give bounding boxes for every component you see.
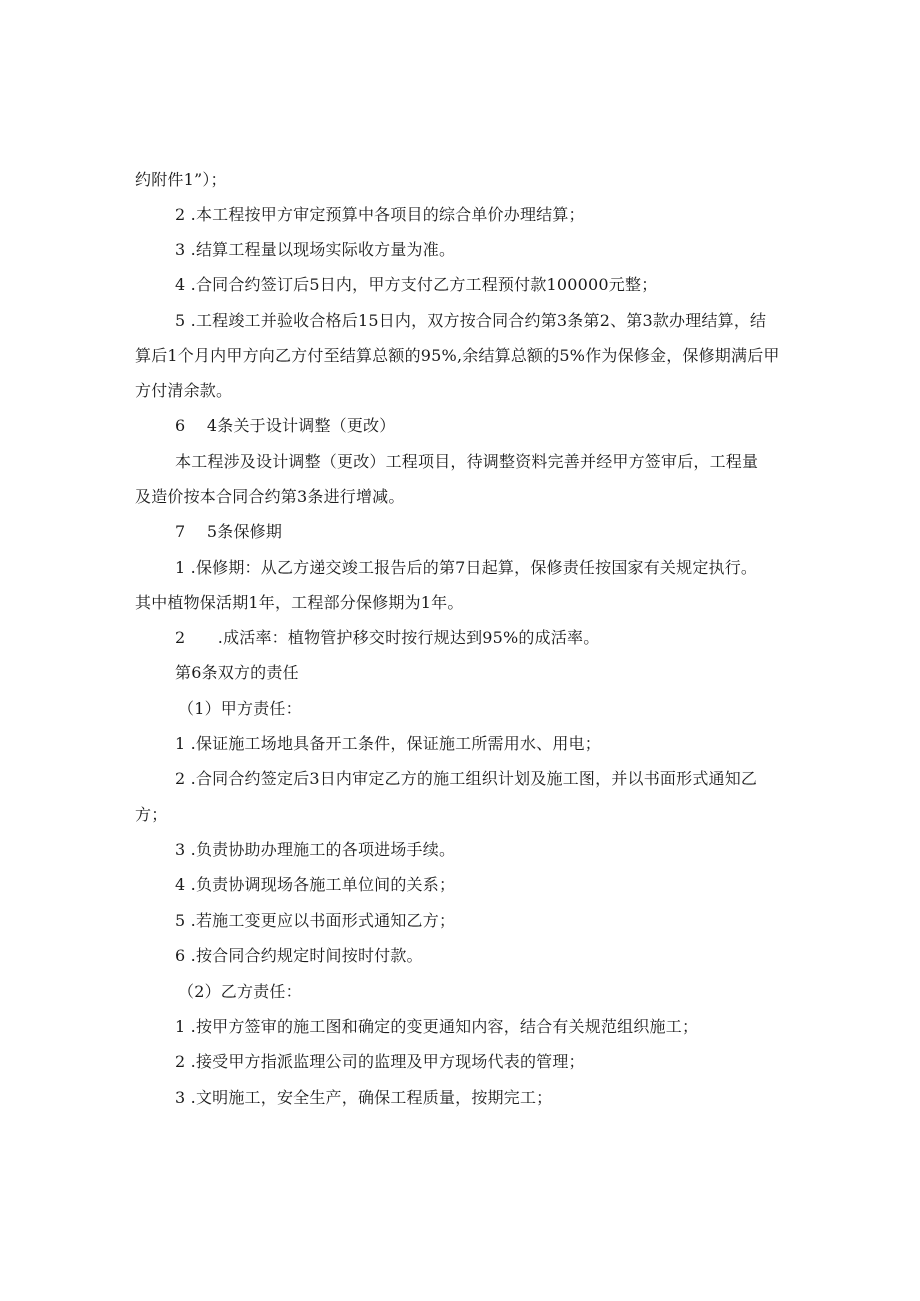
party-a-item-3: 3 .负责协助办理施工的各项进场手续。 <box>175 840 456 859</box>
party-a-item-6: 6 .按合同合约规定时间按时付款。 <box>175 946 423 965</box>
section-heading-design-change: 6 4条关于设计调整（更改） <box>175 416 396 435</box>
clause-item-2: 2 .本工程按甲方审定预算中各项目的综合单价办理结算； <box>175 205 585 224</box>
party-a-item-2-cont: 方； <box>135 805 168 824</box>
party-b-item-3: 3 .文明施工，安全生产，确保工程质量，按期完工； <box>175 1088 553 1107</box>
party-b-item-2: 2 .接受甲方指派监理公司的监理及甲方现场代表的管理； <box>175 1052 585 1071</box>
warranty-item-2: 2 .成活率：植物管护移交时按行规达到95%的成活率。 <box>175 628 600 647</box>
warranty-item-1: 1 .保修期：从乙方递交竣工报告后的第7日起算，保修责任按国家有关规定执行。 <box>175 558 758 577</box>
clause-item-5-cont: 方付清余款。 <box>135 381 233 400</box>
paragraph-design-change-cont: 及造价按本合同合约第3条进行增减。 <box>135 487 405 506</box>
clause-item-5-cont: 算后1个月内甲方向乙方付至结算总额的95%,余结算总额的5%作为保修金，保修期满后甲 <box>135 346 780 365</box>
clause-item-4: 4 .合同合约签订后5日内，甲方支付乙方工程预付款100000元整； <box>175 275 658 294</box>
warranty-item-1-cont: 其中植物保活期1年，工程部分保修期为1年。 <box>135 593 464 612</box>
party-b-item-1: 1 .按甲方签审的施工图和确定的变更通知内容，结合有关规范组织施工； <box>175 1017 699 1036</box>
section-heading-warranty: 7 5条保修期 <box>175 522 283 541</box>
party-a-item-5: 5 .若施工变更应以书面形式通知乙方； <box>175 911 456 930</box>
party-a-item-2: 2 .合同合约签定后3日内审定乙方的施工组织计划及施工图，并以书面形式通知乙 <box>175 769 758 788</box>
party-b-heading: （2）乙方责任： <box>178 982 302 1001</box>
party-a-item-4: 4 .负责协调现场各施工单位间的关系； <box>175 875 456 894</box>
paragraph-design-change: 本工程涉及设计调整（更改）工程项目，待调整资料完善并经甲方签审后，工程量 <box>175 452 759 471</box>
clause-item-5: 5 .工程竣工并验收合格后15日内，双方按合同合约第3条第2、第3款办理结算，结 <box>175 311 767 330</box>
clause-item-3: 3 .结算工程量以现场实际收方量为准。 <box>175 240 456 259</box>
section-heading-responsibilities: 第6条双方的责任 <box>175 663 299 682</box>
text-line-continuation: 约附件1”）； <box>135 170 227 189</box>
party-a-item-1: 1 .保证施工场地具备开工条件，保证施工所需用水、用电； <box>175 734 601 753</box>
party-a-heading: （1）甲方责任： <box>178 699 302 718</box>
